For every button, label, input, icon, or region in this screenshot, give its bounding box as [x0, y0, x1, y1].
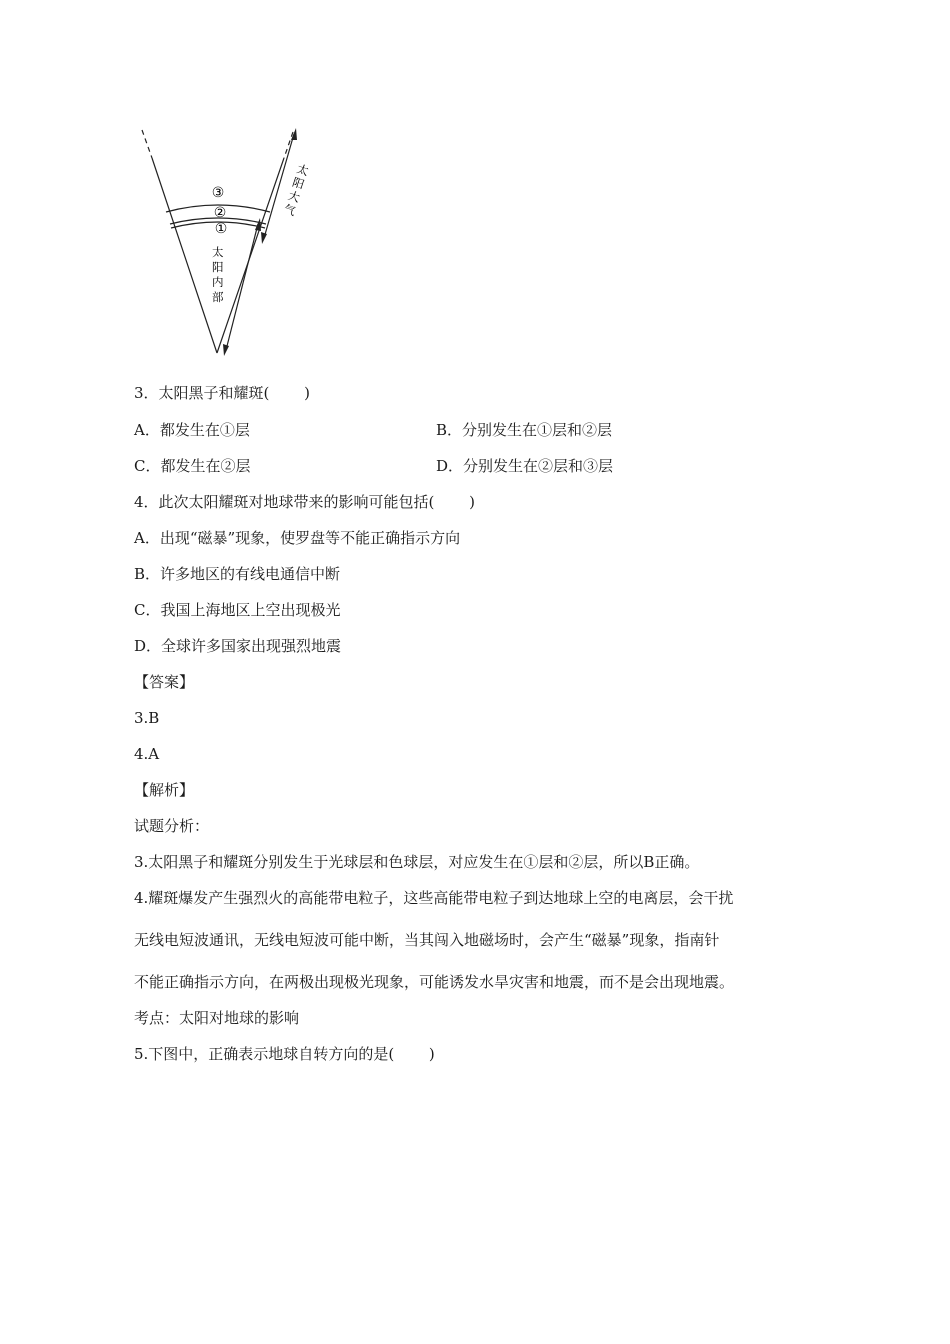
analysis-kaodian: 考点：太阳对地球的影响	[134, 1009, 300, 1027]
atmosphere-label	[282, 162, 311, 219]
question-4-option-a: A．出现“磁暴”现象，使罗盘等不能正确指示方向	[134, 529, 461, 547]
interior-char-3: 内	[212, 275, 224, 289]
analysis-intro: 试题分析：	[134, 817, 210, 835]
question-4-option-c: C．我国上海地区上空出现极光	[134, 601, 341, 619]
atmosphere-char-1: 太	[295, 161, 311, 179]
interior-label	[212, 245, 224, 304]
question-3-stem: 3．太阳黑子和耀斑( )	[134, 384, 311, 402]
sun-structure-svg	[120, 120, 320, 365]
analysis-paragraph-4-line-3: 不能正确指示方向，在两极出现极光现象，可能诱发水旱灾害和地震，而不是会出现地震。	[134, 973, 735, 991]
interior-arrow-head-bottom	[223, 344, 229, 356]
answer-3: 3.B	[134, 709, 160, 727]
question-3-option-c: C．都发生在②层	[134, 457, 251, 475]
interior-char-1: 太	[212, 245, 224, 259]
analysis-paragraph-3: 3.太阳黑子和耀斑分别发生于光球层和色球层，对应发生在①层和②层，所以B正确。	[134, 853, 700, 871]
atmosphere-arrow-head-bottom	[261, 232, 267, 244]
sun-structure-diagram	[120, 120, 320, 365]
cone-left-edge	[152, 158, 217, 353]
question-3-options-row-2	[134, 456, 614, 476]
interior-arrow-head-top	[255, 218, 261, 231]
question-4-option-b: B．许多地区的有线电通信中断	[134, 565, 341, 583]
interior-char-4: 部	[212, 290, 224, 304]
question-4-stem: 4．此次太阳耀斑对地球带来的影响可能包括( )	[134, 493, 476, 511]
question-3-options-row-1	[134, 420, 613, 440]
layer-2-label: ②	[213, 205, 227, 221]
answer-4: 4.A	[134, 745, 160, 763]
question-4-option-d: D．全球许多国家出现强烈地震	[134, 637, 342, 655]
atmosphere-char-3: 大	[286, 188, 302, 206]
question-5-stem: 5.下图中，正确表示地球自转方向的是( )	[134, 1045, 435, 1063]
answer-heading: 【答案】	[134, 673, 195, 691]
interior-char-2: 阳	[212, 260, 224, 274]
interior-arrow-line	[226, 224, 258, 350]
atmosphere-char-2: 阳	[290, 174, 307, 192]
question-3-option-a: A．都发生在①层	[134, 421, 250, 439]
question-3-option-b: B．分别发生在①层和②层	[436, 421, 613, 439]
question-3-option-d: D．分别发生在②层和③层	[436, 457, 614, 475]
cone-left-dashed	[142, 130, 152, 158]
layer-1-label: ①	[214, 221, 228, 237]
layer-3-label: ③	[211, 185, 225, 201]
atmosphere-arrow-line	[264, 134, 294, 238]
analysis-paragraph-4-line-1: 4.耀斑爆发产生强烈火的高能带电粒子，这些高能带电粒子到达地球上空的电离层，会干扰	[134, 889, 734, 907]
analysis-paragraph-4-line-2: 无线电短波通讯，无线电短波可能中断，当其闯入地磁场时，会产生“磁暴”现象，指南针	[134, 931, 720, 949]
analysis-heading: 【解析】	[134, 781, 195, 799]
atmosphere-char-4: 气	[282, 201, 298, 219]
